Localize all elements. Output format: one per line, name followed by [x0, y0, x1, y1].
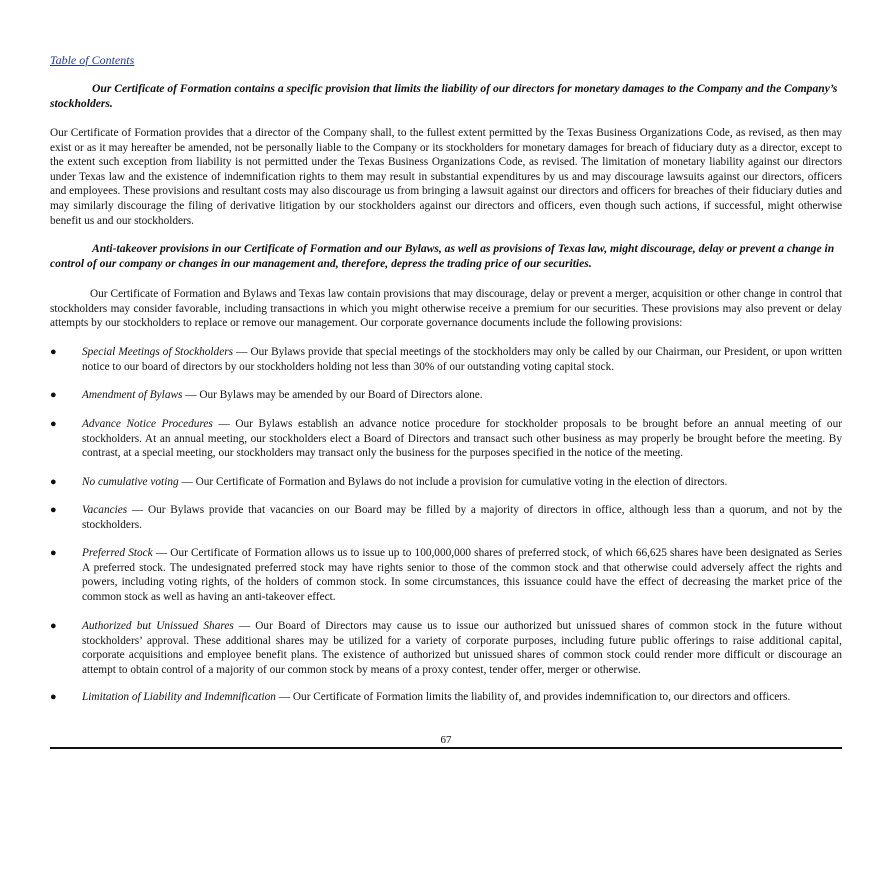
- footer-divider: [50, 747, 842, 749]
- bullet-term: Vacancies: [82, 504, 128, 516]
- bullet-term: Preferred Stock: [82, 547, 153, 559]
- bullet-text: — Our Bylaws may be amended by our Board of Directors alone.: [182, 389, 483, 401]
- section-heading-liability: Our Certificate of Formation contains a specific provision that limits the liability of our directors for monetary damages to the Company and the Company’s stockholders.: [50, 82, 838, 110]
- bullet-icon: ●: [50, 547, 57, 559]
- bullet-icon: ●: [50, 691, 57, 703]
- bullet-text: — Our Board of Directors may cause us to issue our authorized but unissued shares of common stock in the future without stockholders’ approval. These additional shares may be utilized for a variety of corporate purposes, including future public offerings to raise additional capital, corporate acquisitions and employee benefit plans. The existence of authorized but unissued shares of common stock could render more difficult or discourage an attempt to obtain control of a majority of our common stock by means of a proxy contest, tender offer, merger or otherwise.: [82, 620, 842, 676]
- section-heading-anti-takeover: Anti-takeover provisions in our Certificate of Formation and our Bylaws, as well as provisions of Texas law, might discourage, delay or prevent a change in control of our company or changes in our management and, therefore, depress the trading price of our securities.: [50, 242, 835, 270]
- section-body-anti-takeover: Our Certificate of Formation and Bylaws and Texas law contain provisions that may discourage, delay or prevent a merger, acquisition or other change in control that stockholders may consider favorable, including transactions in which you might otherwise receive a premium for our securities. These provisions may also prevent or delay attempts by our stockholders to replace or remove our management. Our corporate governance documents include the following provisions:: [50, 288, 842, 330]
- bullet-text: — Our Bylaws provide that vacancies on our Board may be filled by a majority of directors in office, although less than a quorum, and not by the stockholders.: [82, 504, 842, 531]
- bullet-icon: ●: [50, 346, 57, 358]
- bullet-term: No cumulative voting: [82, 476, 179, 488]
- bullet-icon: ●: [50, 389, 57, 401]
- bullet-term: Advance Notice Procedures: [82, 418, 213, 430]
- bullet-text: — Our Bylaws provide that special meetings of the stockholders may only be called by our Chairman, our President, or upon written notice to our board of directors by our stockholders holding not less than 30% of our outstanding voting capital stock.: [82, 346, 843, 373]
- page-number: 67: [440, 734, 452, 746]
- bullet-icon: ●: [50, 418, 57, 430]
- bullet-text: — Our Certificate of Formation limits the liability of, and provides indemnification to, our directors and officers.: [275, 691, 791, 703]
- bullet-icon: ●: [50, 476, 57, 488]
- table-of-contents-link[interactable]: Table of Contents: [50, 53, 135, 67]
- bullet-term: Limitation of Liability and Indemnification: [82, 691, 276, 703]
- bullet-text: — Our Certificate of Formation and Bylaws do not include a provision for cumulative voting in the election of directors.: [178, 476, 728, 488]
- bullet-icon: ●: [50, 620, 57, 632]
- section-body-liability: Our Certificate of Formation provides that a director of the Company shall, to the fullest extent permitted by the Texas Business Organizations Code, as revised, as then may exist or as it may hereafter be amended, not be personally liable to the Company or its stockholders for monetary damages for breach of fiduciary duty as a director, except to the extent such exception from liability is not permitted under the Texas Business Organizations Code, as revised. The limitation of monetary liability against our directors under Texas law and the existence of indemnification rights to them may result in substantial expenditures by us and may discourage lawsuits against our directors, officers and employees. These provisions and resultant costs may also discourage us from bringing a lawsuit against our directors and officers for breaches of their fiduciary duties and may similarly discourage the filing of derivative litigation by our stockholders against our directors and officers, even though such actions, if successful, might otherwise benefit us and our stockholders.: [50, 127, 842, 227]
- bullet-icon: ●: [50, 504, 57, 516]
- bullet-text: — Our Certificate of Formation allows us to issue up to 100,000,000 shares of preferred stock, of which 66,625 shares have been designated as Series A preferred stock. The undesignated preferred stock may have rights senior to those of the common stock and that otherwise could adversely affect the rights and powers, including voting rights, of the holders of common stock. In some circumstances, this issuance could have the effect of decreasing the market price of the common stock as well as having an anti-takeover effect.: [82, 547, 842, 603]
- bullet-text: — Our Bylaws establish an advance notice procedure for stockholder proposals to be brought before an annual meeting of our stockholders. At an annual meeting, our stockholders elect a Board of Directors and transact such other business as may properly be brought before the meeting. By contrast, at a special meeting, our stockholders may transact only the business for the purposes specified in the notice of the meeting.: [82, 418, 842, 460]
- bullet-term: Amendment of Bylaws: [82, 389, 183, 401]
- bullet-term: Authorized but Unissued Shares: [82, 620, 234, 632]
- bullet-term: Special Meetings of Stockholders: [82, 346, 234, 358]
